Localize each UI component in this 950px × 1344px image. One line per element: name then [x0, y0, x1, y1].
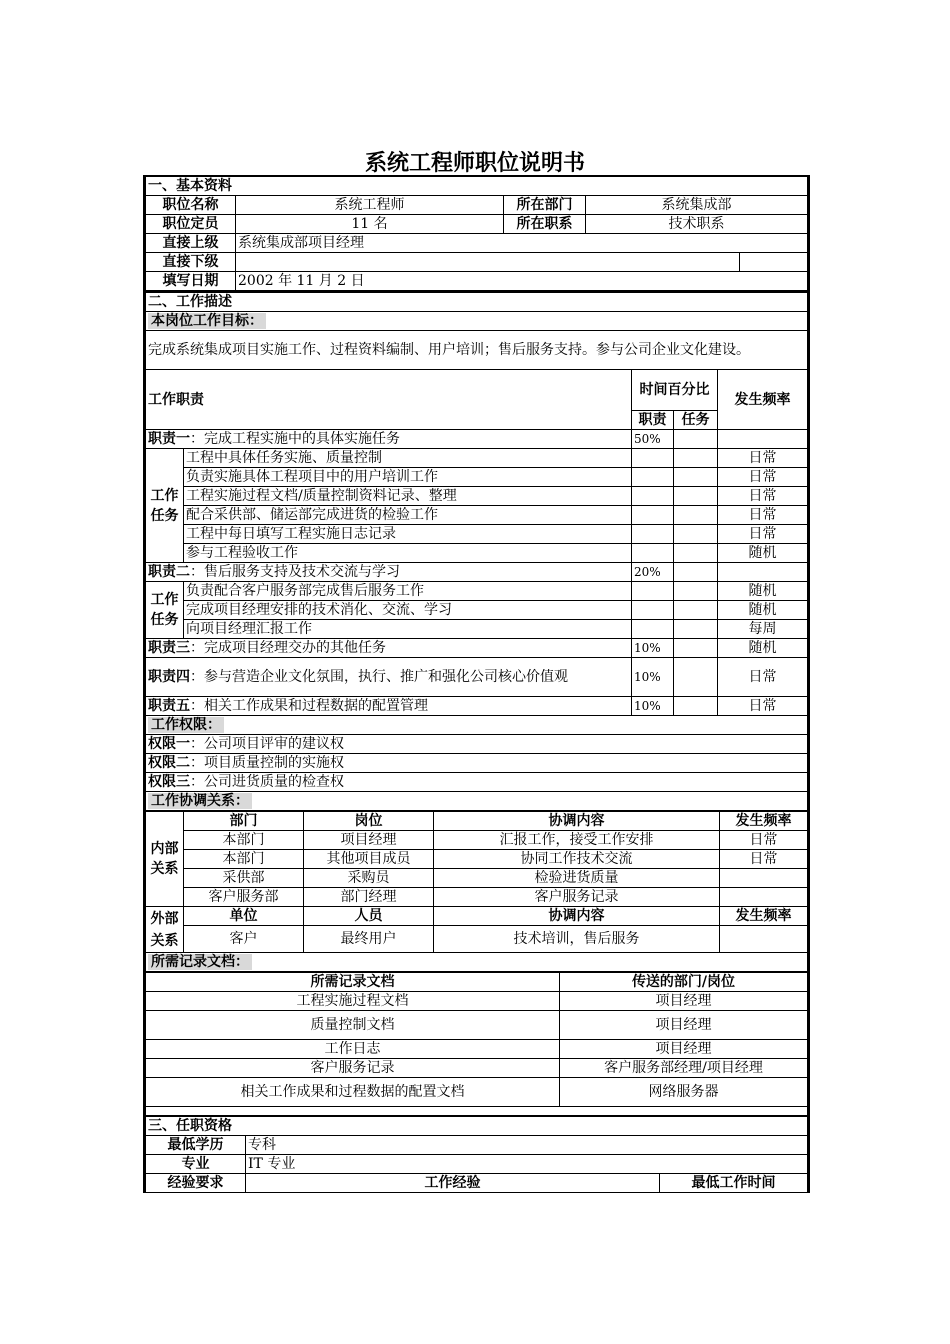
right-label: 权限二 [148, 755, 190, 771]
document-name: 相关工作成果和过程数据的配置文档 [146, 1078, 560, 1107]
internal-cell: 汇报工作，接受工作安排 [434, 831, 720, 850]
task-row [146, 544, 808, 563]
task-text: 完成项目经理安排的技术消化、交流、学习 [184, 601, 632, 620]
task-text: 工程中具体任务实施、质量控制 [184, 449, 632, 468]
duty-label: 职责五 [148, 698, 190, 714]
internal-cell: 采购员 [304, 869, 434, 888]
min-work-time-header: 最低工作时间 [660, 1174, 808, 1193]
task-frequency: 日常 [718, 525, 808, 544]
goal-text: 完成系统集成项目实施工作、过程资料编制、用户培训；售后服务支持。参与公司企业文化建设。 [146, 331, 808, 370]
value-date: 2002 年 11 月 2 日 [236, 272, 808, 291]
internal-cell [720, 888, 808, 907]
internal-cell: 日常 [720, 831, 808, 850]
document-name: 质量控制文档 [146, 1011, 560, 1040]
external-header: 协调内容 [434, 907, 720, 926]
value-count: 11 名 [236, 215, 504, 234]
external-cell: 技术培训，售后服务 [434, 926, 720, 953]
external-row [146, 926, 808, 953]
value-position: 系统工程师 [236, 196, 504, 215]
internal-row [146, 831, 808, 850]
coordination-label: 工作协调关系： [148, 793, 252, 809]
label-education: 最低学历 [146, 1136, 246, 1155]
task-frequency: 日常 [718, 506, 808, 525]
internal-header: 部门 [184, 812, 304, 831]
duty-text: ：完成工程实施中的具体实施任务 [190, 431, 400, 447]
document-recipient: 项目经理 [560, 1011, 808, 1040]
task-frequency: 随机 [718, 582, 808, 601]
internal-cell: 本部门 [184, 831, 304, 850]
label-series: 所在职系 [504, 215, 586, 234]
duties-table [145, 291, 808, 811]
documents-header: 传送的部门/岗位 [560, 973, 808, 992]
document-row [146, 1040, 808, 1059]
external-cell [720, 926, 808, 953]
external-header: 单位 [184, 907, 304, 926]
duties-label: 工作职责 [146, 370, 632, 430]
duty-text: ：参与营造企业文化氛围，执行、推广和强化公司核心价值观 [190, 668, 568, 685]
work-experience-header: 工作经验 [246, 1174, 660, 1193]
document-recipient: 客户服务部经理/项目经理 [560, 1059, 808, 1078]
job-description-form [143, 175, 810, 1193]
internal-relations-label: 内部关系 [146, 812, 184, 907]
task-text: 向项目经理汇报工作 [184, 620, 632, 639]
duty-label: 职责一 [148, 431, 190, 447]
task-text: 工程中每日填写工程实施日志记录 [184, 525, 632, 544]
duty-frequency: 日常 [718, 658, 808, 697]
task-row [146, 601, 808, 620]
label-dept: 所在部门 [504, 196, 586, 215]
task-row [146, 620, 808, 639]
goal-label: 本岗位工作目标： [148, 313, 266, 329]
right-text: ：公司项目评审的建议权 [190, 736, 344, 752]
task-row [146, 487, 808, 506]
task-frequency: 日常 [718, 487, 808, 506]
task-label: 工作任务 [146, 449, 184, 563]
section-basic-heading: 一、基本资料 [146, 177, 808, 196]
duty-frequency [718, 430, 808, 449]
duty-column-header: 职责 [632, 411, 674, 430]
task-text: 工程实施过程文档/质量控制资料记录、整理 [184, 487, 632, 506]
value-subordinate-extra [740, 253, 808, 272]
task-frequency: 每周 [718, 620, 808, 639]
right-row [146, 735, 808, 754]
label-experience: 经验要求 [146, 1174, 246, 1193]
internal-row [146, 888, 808, 907]
document-recipient: 网络服务器 [560, 1078, 808, 1107]
value-dept: 系统集成部 [586, 196, 808, 215]
external-cell: 最终用户 [304, 926, 434, 953]
duty-percent: 10% [632, 697, 674, 716]
duty-frequency: 日常 [718, 697, 808, 716]
document-row [146, 1011, 808, 1040]
duty-row [146, 639, 808, 658]
task-label: 工作任务 [146, 582, 184, 639]
duty-row [146, 697, 808, 716]
label-superior: 直接上级 [146, 234, 236, 253]
internal-cell: 协同工作技术交流 [434, 850, 720, 869]
internal-cell: 其他项目成员 [304, 850, 434, 869]
right-row [146, 754, 808, 773]
internal-cell [720, 869, 808, 888]
external-header: 发生频率 [720, 907, 808, 926]
value-subordinate [236, 253, 740, 272]
task-text: 负责配合客户服务部完成售后服务工作 [184, 582, 632, 601]
document-name: 工作日志 [146, 1040, 560, 1059]
internal-cell: 检验进货质量 [434, 869, 720, 888]
document-row [146, 1059, 808, 1078]
frequency-header: 发生频率 [718, 370, 808, 430]
task-frequency: 日常 [718, 468, 808, 487]
section-description-heading: 二、工作描述 [146, 292, 808, 312]
label-major: 专业 [146, 1155, 246, 1174]
duty-percent: 20% [632, 563, 674, 582]
internal-header: 发生频率 [720, 812, 808, 831]
duty-percent: 50% [632, 430, 674, 449]
coordination-table [145, 811, 808, 972]
value-series: 技术职系 [586, 215, 808, 234]
time-percent-header: 时间百分比 [632, 370, 718, 411]
value-education: 专科 [246, 1136, 808, 1155]
task-row [146, 449, 808, 468]
documents-table [145, 972, 808, 1115]
task-column-header: 任务 [674, 411, 718, 430]
right-label: 权限三 [148, 774, 190, 790]
basic-info-table [145, 177, 808, 291]
task-text: 负责实施具体工程项目中的用户培训工作 [184, 468, 632, 487]
duty-row [146, 563, 808, 582]
duty-label: 职责四 [148, 668, 190, 685]
internal-cell: 日常 [720, 850, 808, 869]
label-date: 填写日期 [146, 272, 236, 291]
task-row [146, 525, 808, 544]
duty-frequency [718, 563, 808, 582]
document-name: 工程实施过程文档 [146, 992, 560, 1011]
internal-cell: 客户服务部 [184, 888, 304, 907]
internal-cell: 部门经理 [304, 888, 434, 907]
label-position: 职位名称 [146, 196, 236, 215]
duty-percent: 10% [632, 658, 674, 697]
duty-text: ：售后服务支持及技术交流与学习 [190, 564, 400, 580]
document-name: 客户服务记录 [146, 1059, 560, 1078]
task-text: 配合采供部、储运部完成进货的检验工作 [184, 506, 632, 525]
duty-row [146, 658, 808, 697]
duty-label: 职责二 [148, 564, 190, 580]
documents-label: 所需记录文档： [148, 954, 252, 970]
duty-text: ：相关工作成果和过程数据的配置管理 [190, 698, 428, 714]
task-row [146, 506, 808, 525]
document-row [146, 992, 808, 1011]
external-cell: 客户 [184, 926, 304, 953]
internal-cell: 本部门 [184, 850, 304, 869]
documents-header: 所需记录文档 [146, 973, 560, 992]
page-title: 系统工程师职位说明书 [364, 151, 585, 176]
right-text: ：公司进货质量的检查权 [190, 774, 344, 790]
internal-row [146, 869, 808, 888]
rights-label: 工作权限： [148, 717, 224, 733]
internal-header: 协调内容 [434, 812, 720, 831]
duty-label: 职责三 [148, 640, 190, 656]
document-recipient: 项目经理 [560, 992, 808, 1011]
qualifications-table [145, 1115, 808, 1193]
internal-header: 岗位 [304, 812, 434, 831]
label-count: 职位定员 [146, 215, 236, 234]
duty-row [146, 430, 808, 449]
right-text: ：项目质量控制的实施权 [190, 755, 344, 771]
external-header: 人员 [304, 907, 434, 926]
duty-text: ：完成项目经理交办的其他任务 [190, 640, 386, 656]
task-text: 参与工程验收工作 [184, 544, 632, 563]
internal-row [146, 850, 808, 869]
document-row [146, 1078, 808, 1107]
value-major: IT 专业 [246, 1155, 808, 1174]
document-recipient: 项目经理 [560, 1040, 808, 1059]
task-frequency: 日常 [718, 449, 808, 468]
duty-percent: 10% [632, 639, 674, 658]
duty-frequency: 随机 [718, 639, 808, 658]
right-row [146, 773, 808, 792]
internal-cell: 项目经理 [304, 831, 434, 850]
task-frequency: 随机 [718, 544, 808, 563]
right-label: 权限一 [148, 736, 190, 752]
value-superior: 系统集成部项目经理 [236, 234, 808, 253]
internal-cell: 采供部 [184, 869, 304, 888]
external-relations-label: 外部关系 [146, 907, 184, 953]
task-row [146, 468, 808, 487]
section-qualifications-heading: 三、任职资格 [146, 1116, 808, 1136]
label-subordinate: 直接下级 [146, 253, 236, 272]
task-row [146, 582, 808, 601]
task-frequency: 随机 [718, 601, 808, 620]
internal-cell: 客户服务记录 [434, 888, 720, 907]
